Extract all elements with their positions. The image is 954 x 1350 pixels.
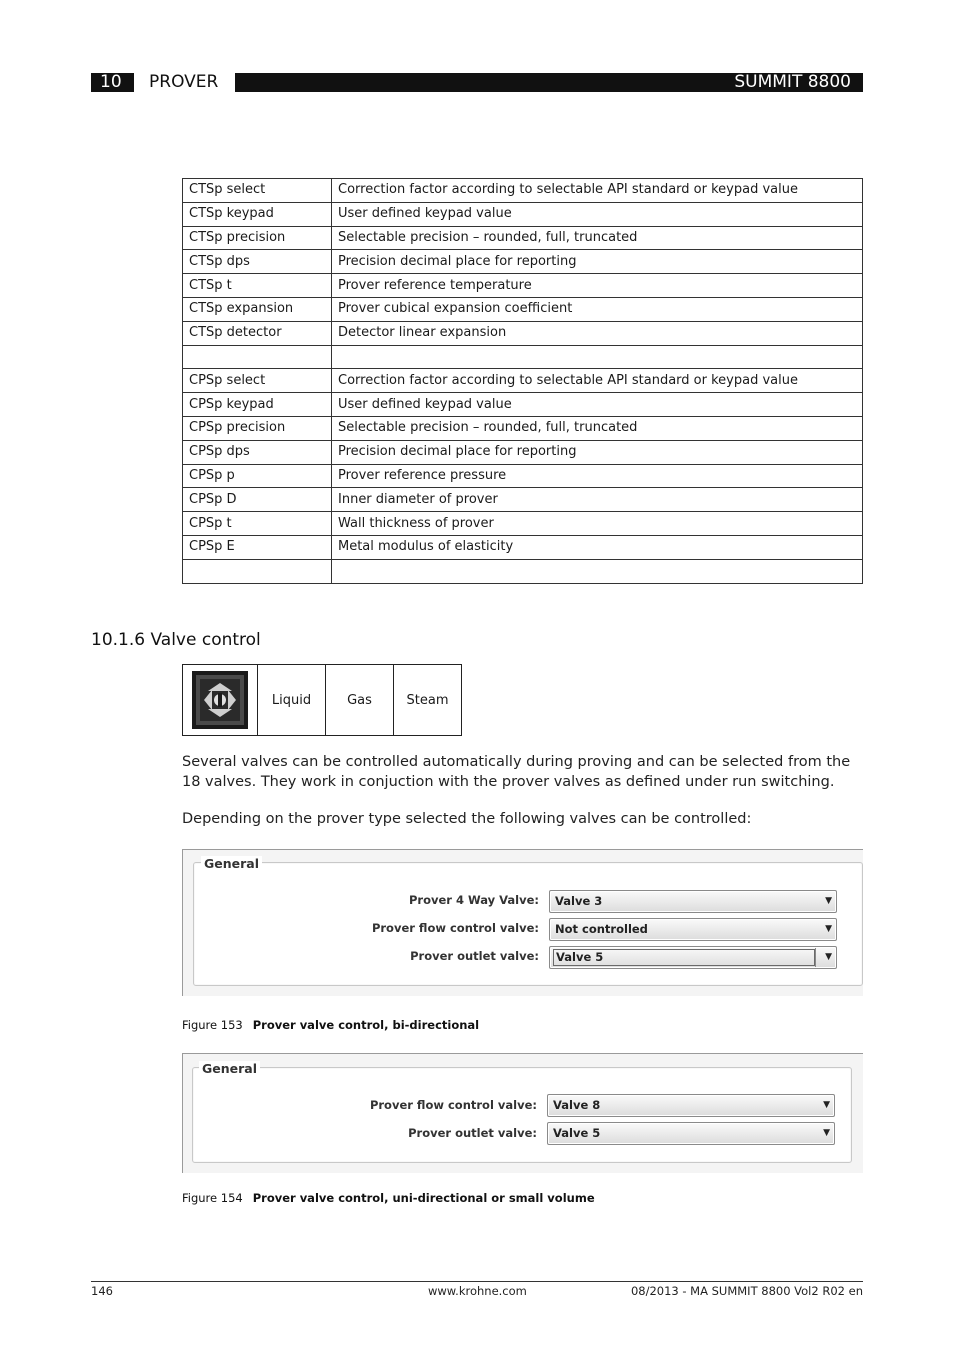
table-row — [183, 559, 863, 583]
outlet-valve-value: Valve 5 — [553, 949, 815, 966]
parameter-name: CTSp t — [183, 274, 332, 298]
product-name: SUMMIT 8800 — [723, 73, 863, 92]
outlet-valve-select[interactable] — [549, 946, 837, 969]
table-row — [183, 393, 863, 417]
page-number: 146 — [91, 1284, 113, 1298]
parameter-description: Wall thickness of prover — [332, 512, 863, 536]
four-way-valve-value: Valve 3 — [555, 894, 603, 908]
outlet-valve-select[interactable] — [547, 1122, 835, 1145]
chapter-number: 10 — [91, 73, 134, 92]
dropdown-arrow-icon: ▼ — [825, 896, 832, 906]
combo-separator — [815, 948, 816, 967]
table-row — [183, 369, 863, 393]
intro-paragraph: Several valves can be controlled automatically during proving and can be selected from the 18 valves. They work in conjuction with the prover valves as defined under run switching. — [182, 754, 851, 790]
dropdown-arrow-icon: ▼ — [823, 1100, 830, 1110]
parameter-description — [332, 559, 863, 583]
dropdown-arrow-icon: ▼ — [823, 1128, 830, 1138]
table-row — [183, 226, 863, 250]
table-row — [183, 416, 863, 440]
prover-type-paragraph: Depending on the prover type selected the following valves can be controlled: — [182, 811, 752, 827]
parameter-name: CTSp keypad — [183, 202, 332, 226]
parameter-table — [182, 178, 863, 584]
parameter-name: CPSp D — [183, 488, 332, 512]
figure-153-number: Figure 153 — [182, 1018, 243, 1032]
dropdown-arrow-icon: ▼ — [825, 924, 832, 934]
table-row — [183, 512, 863, 536]
general-group-label: General — [199, 1061, 260, 1076]
table-row — [183, 488, 863, 512]
table-row — [183, 202, 863, 226]
parameter-description: User defined keypad value — [332, 393, 863, 417]
fluid-liquid: Liquid — [258, 665, 326, 735]
valve-control-icon — [192, 671, 248, 729]
parameter-description: Precision decimal place for reporting — [332, 250, 863, 274]
parameter-name: CPSp select — [183, 369, 332, 393]
figure-153-screenshot — [182, 849, 863, 996]
chapter-title: PROVER — [149, 72, 219, 92]
fluid-gas: Gas — [326, 665, 394, 735]
parameter-description: Detector linear expansion — [332, 321, 863, 345]
parameter-name: CPSp p — [183, 464, 332, 488]
table-row — [183, 345, 863, 369]
flow-control-valve-label: Prover flow control valve: — [371, 921, 539, 935]
parameter-description: Inner diameter of prover — [332, 488, 863, 512]
table-row — [183, 179, 863, 203]
parameter-description: Prover reference pressure — [332, 464, 863, 488]
flow-control-valve-label: Prover flow control valve: — [369, 1098, 537, 1112]
parameter-name: CTSp expansion — [183, 297, 332, 321]
table-row — [183, 297, 863, 321]
footer-website[interactable]: www.krohne.com — [428, 1284, 527, 1298]
figure-154-screenshot — [182, 1053, 863, 1173]
parameter-description: Metal modulus of elasticity — [332, 535, 863, 559]
page-header — [91, 73, 863, 92]
parameter-description: Prover cubical expansion coefficient — [332, 297, 863, 321]
table-row — [183, 464, 863, 488]
parameter-description: Prover reference temperature — [332, 274, 863, 298]
four-way-valve-select[interactable] — [549, 890, 837, 913]
dropdown-arrow-icon: ▼ — [825, 952, 832, 962]
flow-control-valve-select[interactable] — [549, 918, 837, 941]
parameter-name — [183, 345, 332, 369]
header-bar — [235, 73, 723, 92]
parameter-name: CTSp select — [183, 179, 332, 203]
parameter-name: CPSp keypad — [183, 393, 332, 417]
outlet-valve-label: Prover outlet valve: — [410, 949, 539, 963]
parameter-description: User defined keypad value — [332, 202, 863, 226]
figure-153-caption — [182, 1018, 479, 1032]
parameter-description: Selectable precision – rounded, full, truncated — [332, 416, 863, 440]
four-way-valve-label: Prover 4 Way Valve: — [408, 893, 539, 907]
parameter-description: Precision decimal place for reporting — [332, 440, 863, 464]
fluid-table — [182, 664, 462, 736]
section-title: 10.1.6 Valve control — [91, 630, 261, 650]
parameter-name: CTSp detector — [183, 321, 332, 345]
footer-divider — [91, 1281, 863, 1282]
table-row — [183, 250, 863, 274]
parameter-description: Selectable precision – rounded, full, truncated — [332, 226, 863, 250]
general-group-label: General — [201, 856, 262, 871]
parameter-name — [183, 559, 332, 583]
parameter-name: CTSp dps — [183, 250, 332, 274]
parameter-name: CPSp t — [183, 512, 332, 536]
flow-control-valve-value: Not controlled — [555, 922, 648, 936]
valve-control-icon-cell — [183, 665, 258, 735]
figure-154-number: Figure 154 — [182, 1191, 243, 1205]
parameter-description: Correction factor according to selectable API standard or keypad value — [332, 369, 863, 393]
footer-doc-ref: 08/2013 - MA SUMMIT 8800 Vol2 R02 en — [630, 1284, 863, 1298]
parameter-description — [332, 345, 863, 369]
parameter-name: CPSp E — [183, 535, 332, 559]
parameter-name: CTSp precision — [183, 226, 332, 250]
figure-153-text: Prover valve control, bi-directional — [252, 1018, 480, 1032]
figure-154-caption — [182, 1191, 595, 1205]
flow-control-valve-select[interactable] — [547, 1094, 835, 1117]
table-row — [183, 274, 863, 298]
parameter-description: Correction factor according to selectable API standard or keypad value — [332, 179, 863, 203]
table-row — [183, 321, 863, 345]
outlet-valve-value: Valve 5 — [553, 1126, 601, 1140]
table-row — [183, 440, 863, 464]
parameter-name: CPSp dps — [183, 440, 332, 464]
table-row — [183, 535, 863, 559]
outlet-valve-label: Prover outlet valve: — [408, 1126, 537, 1140]
figure-154-text: Prover valve control, uni-directional or small volume — [252, 1191, 595, 1205]
fluid-steam: Steam — [406, 692, 449, 708]
flow-control-valve-value: Valve 8 — [553, 1098, 601, 1112]
parameter-name: CPSp precision — [183, 416, 332, 440]
